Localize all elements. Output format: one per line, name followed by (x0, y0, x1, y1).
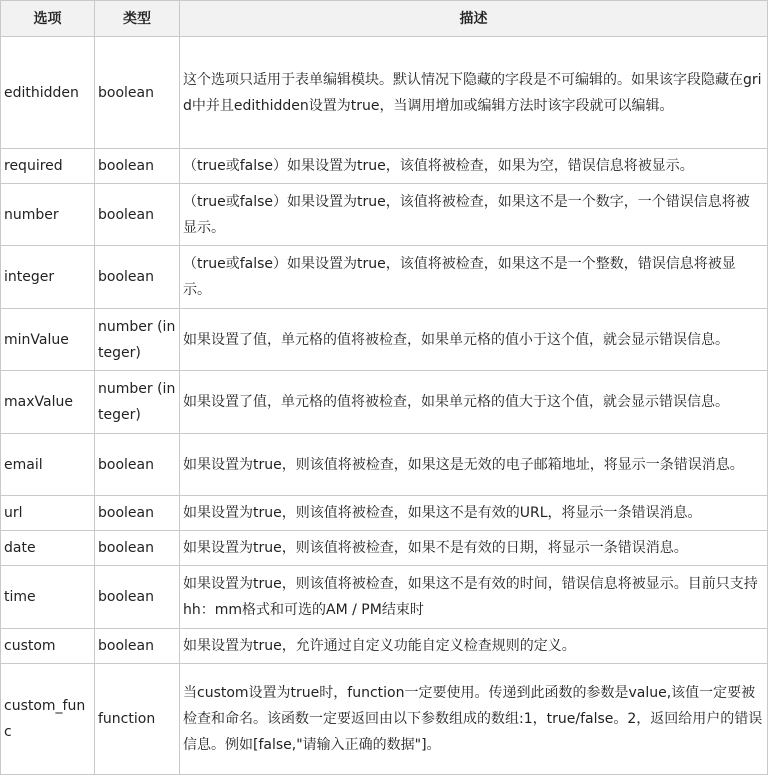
table-row (1, 629, 768, 664)
type-cell: number (integer) (95, 371, 180, 434)
table-header-row (1, 1, 768, 37)
description-cell: 这个选项只适用于表单编辑模块。默认情况下隐藏的字段是不可编辑的。如果该字段隐藏在grid中并且edithidden设置为true，当调用增加或编辑方法时该字段就可以编辑。 (180, 37, 768, 149)
option-cell: maxValue (1, 371, 95, 434)
option-cell: url (1, 496, 95, 531)
description-cell: 如果设置为true，则该值将被检查，如果这不是有效的时间，错误信息将被显示。目前只支持hh：mm格式和可选的AM / PM结束时 (180, 566, 768, 629)
table-row (1, 37, 768, 149)
description-cell: 当custom设置为true时，function一定要使用。传递到此函数的参数是value,该值一定要被检查和命名。该函数一定要返回由以下参数组成的数组:1，true/false。2，返回给用户的错误信息。例如[false,"请输入正确的数据"]。 (180, 664, 768, 775)
description-cell: 如果设置为true，则该值将被检查，如果这是无效的电子邮箱地址，将显示一条错误消息。 (180, 434, 768, 496)
table-row (1, 184, 768, 246)
option-cell: integer (1, 246, 95, 309)
table-row (1, 664, 768, 775)
option-cell: custom_func (1, 664, 95, 775)
header-option: 选项 (1, 1, 95, 37)
description-cell: 如果设置为true，则该值将被检查，如果不是有效的日期，将显示一条错误消息。 (180, 531, 768, 566)
description-cell: 如果设置了值，单元格的值将被检查，如果单元格的值大于这个值，就会显示错误信息。 (180, 371, 768, 434)
table-row (1, 371, 768, 434)
option-cell: number (1, 184, 95, 246)
header-description: 描述 (180, 1, 768, 37)
type-cell: boolean (95, 629, 180, 664)
description-cell: （true或false）如果设置为true，该值将被检查，如果这不是一个数字，一个错误信息将被显示。 (180, 184, 768, 246)
table-row (1, 566, 768, 629)
header-type: 类型 (95, 1, 180, 37)
description-cell: （true或false）如果设置为true，该值将被检查，如果这不是一个整数，错误信息将被显示。 (180, 246, 768, 309)
table-row (1, 309, 768, 371)
option-cell: time (1, 566, 95, 629)
table-row (1, 496, 768, 531)
type-cell: boolean (95, 184, 180, 246)
type-cell: boolean (95, 566, 180, 629)
table-row (1, 434, 768, 496)
option-cell: edithidden (1, 37, 95, 149)
option-cell: email (1, 434, 95, 496)
type-cell: boolean (95, 37, 180, 149)
option-cell: required (1, 149, 95, 184)
type-cell: boolean (95, 496, 180, 531)
description-cell: 如果设置了值，单元格的值将被检查，如果单元格的值小于这个值，就会显示错误信息。 (180, 309, 768, 371)
type-cell: number (integer) (95, 309, 180, 371)
type-cell: function (95, 664, 180, 775)
description-cell: 如果设置为true，允许通过自定义功能自定义检查规则的定义。 (180, 629, 768, 664)
description-cell: 如果设置为true，则该值将被检查，如果这不是有效的URL，将显示一条错误消息。 (180, 496, 768, 531)
table-row (1, 246, 768, 309)
option-cell: minValue (1, 309, 95, 371)
type-cell: boolean (95, 149, 180, 184)
type-cell: boolean (95, 531, 180, 566)
type-cell: boolean (95, 246, 180, 309)
option-cell: date (1, 531, 95, 566)
table-row (1, 149, 768, 184)
description-cell: （true或false）如果设置为true，该值将被检查，如果为空，错误信息将被显示。 (180, 149, 768, 184)
type-cell: boolean (95, 434, 180, 496)
option-cell: custom (1, 629, 95, 664)
table-row (1, 531, 768, 566)
